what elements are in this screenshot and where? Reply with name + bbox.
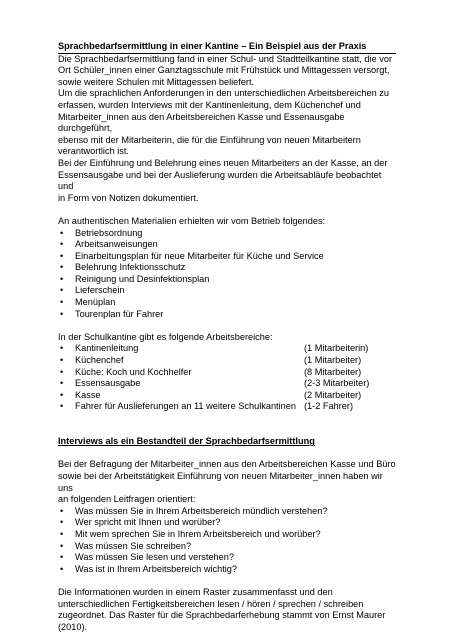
area-staff: (1 Mitarbeiterin) — [304, 343, 369, 354]
section-heading-interviews: Interviews als ein Bestandteil der Sprachbedarfsermittlung — [58, 436, 315, 447]
text-line: Bei der Befragung der Mitarbeiter_innen aus den Arbeitsbereichen Kasse und Büro — [58, 459, 396, 470]
list-item — [58, 355, 396, 367]
text-line: sowie weitere Schulen mit Mittagessen beliefert. — [58, 76, 255, 87]
list-item: • Wer spricht mit Ihnen und worüber? — [58, 517, 396, 529]
list-item: • Tourenplan für Fahrer — [58, 309, 396, 321]
area-staff: (1 Mitarbeiter) — [304, 355, 362, 366]
list-item: • Belehrung Infektionsschutz — [58, 262, 396, 274]
area-staff: (8 Mitarbeiter) — [304, 366, 362, 377]
text-line: Die Sprachbedarfsermittlung fand in einer Schul- und Stadtteilkantine statt, die vor — [58, 53, 392, 64]
list-item: • Was müssen Sie lesen und verstehen? — [58, 552, 396, 564]
list-item: • Was müssen Sie schreiben? — [58, 541, 396, 553]
text-line: zugeordnet. Das Raster für die Sprachbedarferhebung stammt von Ernst Maurer — [58, 610, 386, 621]
list-item: • Reinigung und Desinfektionsplan — [58, 274, 396, 286]
text-line: (2010). — [58, 621, 88, 632]
list-item: • Lieferschein — [58, 285, 396, 297]
list-item: • Was müssen Sie in Ihrem Arbeitsbereich mündlich verstehen? — [58, 506, 396, 518]
text-line: Essensausgabe und bei der Auslieferung wurden die Arbeitsabläufe beobachtet und — [58, 169, 382, 192]
list-item: • Menüplan — [58, 297, 396, 309]
areas-list — [58, 343, 396, 413]
list-item — [58, 401, 396, 413]
text-line: unterschiedlichen Fertigkeitsbereichen lesen / hören / sprechen / schreiben — [58, 598, 364, 609]
spacer — [58, 575, 396, 587]
list-item — [58, 390, 396, 402]
list-item — [58, 367, 396, 379]
area-name: • Fahrer für Auslieferungen an 11 weitere Schulkantinen — [75, 401, 296, 412]
spacer — [58, 448, 396, 460]
list-item: • Was ist in Ihrem Arbeitsbereich wichtig? — [58, 564, 396, 576]
list-item — [58, 343, 396, 355]
list-item: • Einarbeitungsplan für neue Mitarbeiter für Küche und Service — [58, 251, 396, 263]
area-name: • Kantinenleitung — [75, 343, 139, 354]
document-body — [58, 41, 396, 633]
text-line: an folgenden Leitfragen orientiert: — [58, 494, 196, 505]
spacer — [58, 413, 396, 436]
section-heading-kantine — [58, 41, 396, 54]
intro-paragraph — [58, 54, 396, 205]
list-item: • Mit wem sprechen Sie in Ihrem Arbeitsbereich und worüber? — [58, 529, 396, 541]
spacer — [58, 204, 396, 216]
materials-intro: An authentischen Materialien erhielten wir vom Betrieb folgendes: — [58, 215, 326, 226]
text-line: Mitarbeiter_innen aus den Arbeitsbereichen Kasse und Essenausgabe durchgeführt, — [58, 111, 345, 134]
list-item: • Betriebsordnung — [58, 228, 396, 240]
area-name: • Kasse — [75, 389, 101, 400]
list-item: • Arbeitsanweisungen — [58, 239, 396, 251]
interviews-paragraph — [58, 459, 396, 505]
spacer — [58, 320, 396, 332]
text-line: Die Informationen wurden in einem Raster zusammenfasst und den — [58, 586, 333, 597]
area-staff: (2-3 Mitarbeiter) — [304, 378, 370, 389]
area-staff: (1-2 Fahrer) — [304, 401, 354, 412]
text-line: verantwortlich ist. — [58, 146, 129, 157]
materials-list — [58, 228, 396, 321]
area-staff: (2 Mitarbeiter) — [304, 389, 362, 400]
area-name: • Küchenchef — [75, 355, 124, 366]
text-line: sowie bei der Arbeitstätigkeit Einführung von neuen Mitarbeiter_innen haben wir uns — [58, 470, 383, 493]
text-line: erfassen, wurden Interviews mit der Kantinenleitung, dem Küchenchef und — [58, 99, 361, 110]
text-line: Um die sprachlichen Anforderungen in den unterschiedlichen Arbeitsbereichen zu — [58, 88, 389, 99]
text-line: in Form von Notizen dokumentiert. — [58, 192, 199, 203]
text-line: ebenso mit der Mitarbeiterin, die für die Einführung von neuen Mitarbeitern — [58, 134, 361, 145]
list-item — [58, 378, 396, 390]
area-name: • Küche: Koch und Kochhelfer — [75, 366, 192, 377]
text-line: Ort Schüler_innen einer Ganztagsschule mit Frühstück und Mittagessen versorgt, — [58, 65, 390, 76]
section-heading-text: Sprachbedarfsermittlung in einer Kantine – Ein Beispiel aus der Praxis — [58, 41, 367, 51]
questions-list — [58, 506, 396, 576]
text-line: Bei der Einführung und Belehrung eines neuen Mitarbeiters an der Kasse, an der — [58, 157, 388, 168]
areas-intro: In der Schulkantine gibt es folgende Arbeitsbereiche: — [58, 331, 273, 342]
area-name: • Essensausgabe — [75, 378, 141, 389]
summary-paragraph — [58, 587, 396, 633]
